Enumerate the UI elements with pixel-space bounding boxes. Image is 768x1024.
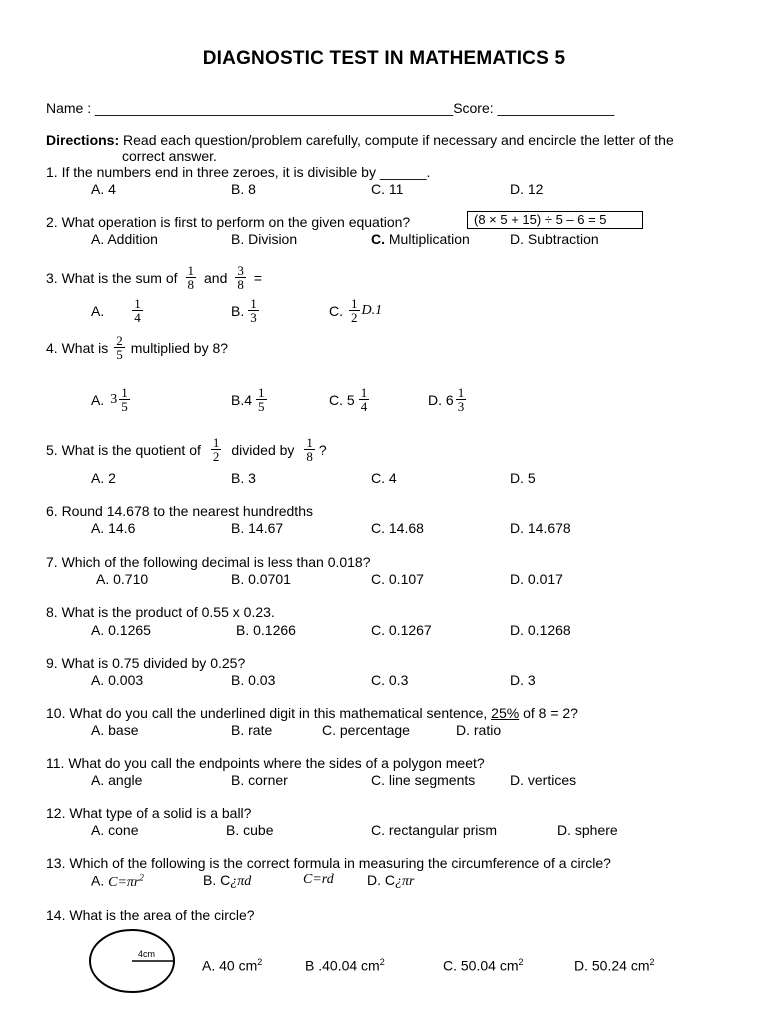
q3-mid: and <box>204 269 228 286</box>
q6-option-a[interactable]: A. 14.6 <box>91 520 136 536</box>
name-row <box>46 100 614 116</box>
q5-option-c[interactable]: C. 4 <box>371 470 397 486</box>
q13-option-d[interactable]: D. C¿πr <box>367 872 415 889</box>
question-2: 2. What operation is first to perform on the given equation? <box>46 214 411 230</box>
q10-post: of 8 = 2? <box>523 705 578 721</box>
q1-option-a[interactable]: A. 4 <box>91 181 116 197</box>
name-label: Name : <box>46 100 92 116</box>
q3-option-b[interactable]: B. $\frac{1}{3}$ <box>231 296 257 325</box>
q14-option-d[interactable]: D. 50.24 $cm^2$ <box>574 957 655 974</box>
q7-option-a[interactable]: A. 0.710 <box>96 571 149 587</box>
q12-option-d[interactable]: D. sphere <box>557 822 618 838</box>
q13-option-a[interactable]: A. $C=\pi r^2$ <box>91 872 144 890</box>
q4-pre: 4. What is <box>46 339 109 356</box>
q12-option-c[interactable]: C. rectangular prism <box>371 822 498 838</box>
q13-option-b-formula: ¿πd <box>230 874 252 889</box>
q13-option-b[interactable]: B. C¿πd <box>203 872 252 889</box>
question-1: 1. If the numbers end in three zeroes, it is divisible by ______. <box>46 164 431 180</box>
q7-option-b[interactable]: B. 0.0701 <box>231 571 291 587</box>
q4-option-d-fraction: $\frac{1}{3}$ <box>457 385 465 414</box>
q1-option-d[interactable]: D. 12 <box>510 181 544 197</box>
q7-option-c[interactable]: C. 0.107 <box>371 571 424 587</box>
q13-option-a-formula: $C=\pi r^2$ <box>108 872 144 890</box>
q5-option-d[interactable]: D. 5 <box>510 470 536 486</box>
q3-fraction-2: $\frac{3}{8}$ <box>237 263 244 292</box>
directions-text: Read each question/problem carefully, compute if necessary and encircle the letter of the <box>123 132 674 148</box>
q9-option-c[interactable]: C. 0.3 <box>371 672 409 688</box>
q9-option-a[interactable]: A. 0.003 <box>91 672 144 688</box>
q11-option-d[interactable]: D. vertices <box>510 772 577 788</box>
q4-fraction: $\frac{2}{5}$ <box>116 333 123 362</box>
q11-option-b[interactable]: B. corner <box>231 772 288 788</box>
q6-option-c[interactable]: C. 14.68 <box>371 520 424 536</box>
question-3 <box>46 264 262 291</box>
question-5 <box>46 436 327 463</box>
question-4 <box>46 334 228 361</box>
q4-option-d[interactable]: D. 6 $\frac{1}{3}$ <box>428 385 465 414</box>
q2-option-b[interactable]: B. Division <box>231 231 298 247</box>
q10-option-b[interactable]: B. rate <box>231 722 273 738</box>
question-8: 8. What is the product of 0.55 x 0.23. <box>46 604 275 620</box>
q12-option-b[interactable]: B. cube <box>226 822 274 838</box>
question-7: 7. Which of the following decimal is less than 0.018? <box>46 554 371 570</box>
q10-underlined-value: 25% <box>491 705 520 721</box>
q2-option-c-text: Multiplication <box>385 231 470 247</box>
q11-option-c[interactable]: C. line segments <box>371 772 476 788</box>
q10-option-c[interactable]: C. percentage <box>322 722 410 738</box>
q4-option-c-fraction: $\frac{1}{4}$ <box>360 385 368 414</box>
q14-option-a[interactable]: A. 40 $cm^2$ <box>202 957 263 974</box>
q5-fraction-2: $\frac{1}{8}$ <box>306 435 313 464</box>
question-6: 6. Round 14.678 to the nearest hundredths <box>46 503 313 519</box>
q7-option-d[interactable]: D. 0.017 <box>510 571 563 587</box>
q8-option-a[interactable]: A. 0.1265 <box>91 622 151 638</box>
q4-option-b[interactable]: B.4 $\frac{1}{5}$ <box>231 385 265 414</box>
directions-text-continued: correct answer. <box>122 148 217 164</box>
q1-option-c[interactable]: C. 11 <box>371 181 404 197</box>
q8-option-c[interactable]: C. 0.1267 <box>371 622 432 638</box>
q11-option-a[interactable]: A. angle <box>91 772 143 788</box>
q10-pre: 10. What do you call the underlined digit in this mathematical sentence, <box>46 705 488 721</box>
q10-option-d[interactable]: D. ratio <box>456 722 502 738</box>
q3-option-c-fraction: $\frac{1}{2}$ <box>351 296 358 325</box>
directions-label: Directions: <box>46 132 120 148</box>
question-10 <box>46 705 578 721</box>
q9-option-d[interactable]: D. 3 <box>510 672 536 688</box>
q5-option-b[interactable]: B. 3 <box>231 470 256 486</box>
q3-option-c[interactable]: C. $\frac{1}{2}$ D.1 <box>329 296 383 325</box>
question-9: 9. What is 0.75 divided by 0.25? <box>46 655 246 671</box>
q3-option-a[interactable]: A. $\frac{1}{4}$ <box>91 296 141 325</box>
q12-option-a[interactable]: A. cone <box>91 822 139 838</box>
q4-option-a[interactable]: A. 3 $\frac{1}{5}$ <box>91 385 128 414</box>
q6-option-d[interactable]: D. 14.678 <box>510 520 571 536</box>
question-14: 14. What is the area of the circle? <box>46 907 255 923</box>
q4-option-c[interactable]: C. 5 $\frac{1}{4}$ <box>329 385 368 414</box>
question-11: 11. What do you call the endpoints where the sides of a polygon meet? <box>46 755 485 771</box>
question-13: 13. Which of the following is the correct formula in measuring the circumference of a circle? <box>46 855 611 871</box>
q4-option-a-mixed: 3 $\frac{1}{5}$ <box>110 385 128 414</box>
q2-equation-box: (8 × 5 + 15) ÷ 5 – 6 = 5 <box>467 211 643 229</box>
q14-option-c[interactable]: C. 50.04 $cm^2$ <box>443 957 524 974</box>
q3-option-a-fraction: $\frac{1}{4}$ <box>134 296 141 325</box>
q8-option-d[interactable]: D. 0.1268 <box>510 622 571 638</box>
q13-option-c-formula[interactable]: C=rd <box>303 872 334 887</box>
q1-option-b[interactable]: B. 8 <box>231 181 256 197</box>
q10-option-a[interactable]: A. base <box>91 722 139 738</box>
q2-option-c-letter: C. <box>371 231 385 247</box>
q2-option-d[interactable]: D. Subtraction <box>510 231 599 247</box>
q4-option-b-fraction: $\frac{1}{5}$ <box>258 385 265 414</box>
q3-fraction-1: $\frac{1}{8}$ <box>187 263 194 292</box>
q3-option-d-inline[interactable]: D.1 <box>361 302 383 318</box>
page-title: DIAGNOSTIC TEST IN MATHEMATICS 5 <box>202 48 566 69</box>
q9-option-b[interactable]: B. 0.03 <box>231 672 276 688</box>
q4-post: multiplied by 8? <box>130 339 229 356</box>
directions <box>46 132 674 148</box>
name-line[interactable]: ______________________________________________ <box>95 100 454 116</box>
q5-post: ? <box>318 441 327 458</box>
q2-option-a[interactable]: A. Addition <box>91 231 158 247</box>
q5-fraction-1: $\frac{1}{2}$ <box>212 435 220 464</box>
score-line[interactable]: _______________ <box>497 100 615 116</box>
q3-pre: 3. What is the sum of <box>46 269 178 286</box>
q6-option-b[interactable]: B. 14.67 <box>231 520 284 536</box>
q8-option-b[interactable]: B. 0.1266 <box>236 622 296 638</box>
radius-label: 4cm <box>138 949 156 959</box>
q14-option-b[interactable]: B .40.04 $cm^2$ <box>305 957 385 974</box>
q13-option-d-formula: ¿πr <box>395 874 415 889</box>
circle-diagram <box>88 928 188 994</box>
q5-mid: divided by <box>231 441 295 458</box>
q5-pre: 5. What is the quotient of <box>46 441 201 458</box>
q2-option-c[interactable] <box>371 231 470 247</box>
q3-post: = <box>253 269 263 286</box>
q3-option-b-fraction: $\frac{1}{3}$ <box>250 296 257 325</box>
score-label: Score: <box>453 100 494 116</box>
question-12: 12. What type of a solid is a ball? <box>46 805 252 821</box>
q5-option-a[interactable]: A. 2 <box>91 470 116 486</box>
